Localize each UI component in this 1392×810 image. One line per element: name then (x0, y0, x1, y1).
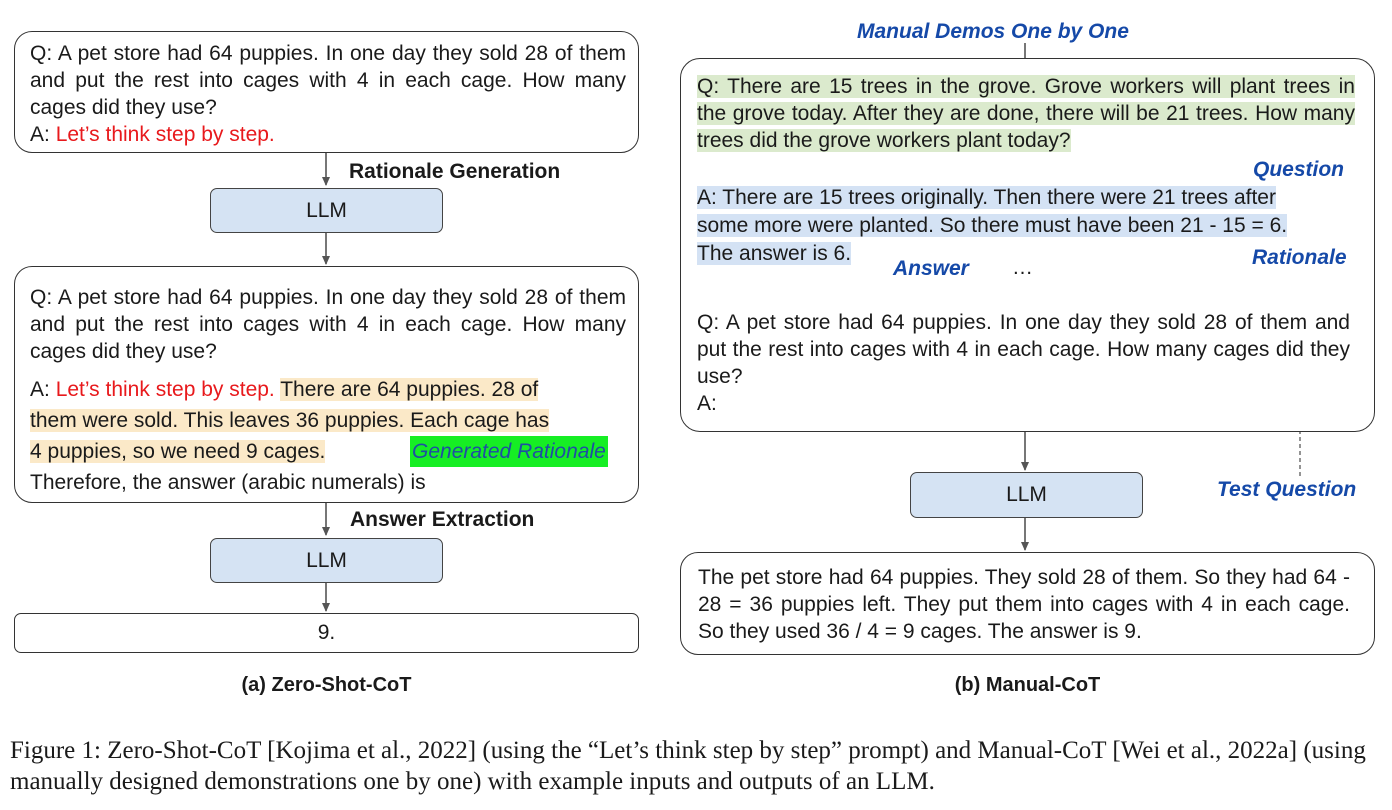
rationale-text-2: them were sold. This leaves 36 puppies. Each cage has (30, 409, 550, 432)
manual-cot-output-box (680, 552, 1375, 655)
question-tag: Question (1253, 158, 1345, 181)
figure-caption: Figure 1: Zero-Shot-CoT [Kojima et al., 2022] (using the “Let’s think step by step” prompt) and Manual-CoT [Wei et al., 2022a] (using manually designed demonstrations one by one) with example inputs and outputs of an LLM. (10, 737, 1366, 795)
zero-shot-rationale-box (14, 266, 639, 503)
demo-answer-line-2: some more were planted. So there must have been 21 - 15 = 6. (697, 214, 1288, 237)
prompt-question: Q: A pet store had 64 puppies. In one day they sold 28 of them and put the rest into cages with 4 in each cage. How many cages did they use? (30, 42, 626, 119)
extraction-prompt: Therefore, the answer (arabic numerals) is (30, 471, 426, 494)
rationale-tag: Rationale (1252, 246, 1347, 269)
prompt-answer-prefix: A: (30, 123, 56, 146)
test-answer-prefix: A: (697, 392, 717, 415)
zero-shot-output-box (14, 613, 639, 653)
manual-demos-label: Manual Demos One by One (857, 20, 1129, 43)
rationale-text-3: 4 puppies, so we need 9 cages. (30, 440, 326, 463)
rationale-question: Q: A pet store had 64 puppies. In one day they sold 28 of them and put the rest into cages with 4 in each cage. How many cages did they use? (30, 286, 626, 363)
llm-box-manual: LLM (910, 472, 1143, 518)
llm-box-2: LLM (210, 538, 443, 583)
zero-shot-output: 9. (317, 621, 336, 644)
demo-answer-line-3: The answer is 6. (697, 242, 852, 265)
test-question: Q: A pet store had 64 puppies. In one day they sold 28 of them and put the rest into cages with 4 in each cage. How many cages did they use? (697, 311, 1350, 388)
answer-tag: Answer (893, 257, 969, 280)
prompt-trigger: Let’s think step by step. (55, 123, 275, 146)
demo-answer-line-1: A: There are 15 trees originally. Then there were 21 trees after (697, 186, 1276, 209)
demo-question: Q: There are 15 trees in the grove. Grove workers will plant trees in the grove today. After they are done, there will be 21 trees. How many trees did the grove workers plant today? (697, 75, 1355, 152)
generated-rationale-tag: Generated Rationale (410, 436, 608, 467)
answer-extraction-label: Answer Extraction (350, 508, 535, 531)
test-question-label: Test Question (1217, 478, 1357, 501)
rationale-answer-prefix: A: (30, 378, 56, 401)
rationale-trigger: Let’s think step by step. (55, 378, 275, 401)
manual-cot-output: The pet store had 64 puppies. They sold 28 of them. So they had 64 - 28 = 36 puppies left. They put them into cages with 4 in each cage. So they used 36 / 4 = 9 cages. The answer is 9. (698, 566, 1350, 643)
caption-manual-cot: (b) Manual-CoT (954, 674, 1101, 696)
llm-box-1: LLM (210, 188, 443, 233)
more-demos-ellipsis: … (1012, 256, 1033, 279)
rationale-text-1: There are 64 puppies. 28 of (280, 378, 539, 401)
zero-shot-prompt-box (14, 31, 639, 153)
rationale-generation-label: Rationale Generation (349, 160, 561, 183)
caption-zero-shot: (a) Zero-Shot-CoT (241, 674, 412, 696)
